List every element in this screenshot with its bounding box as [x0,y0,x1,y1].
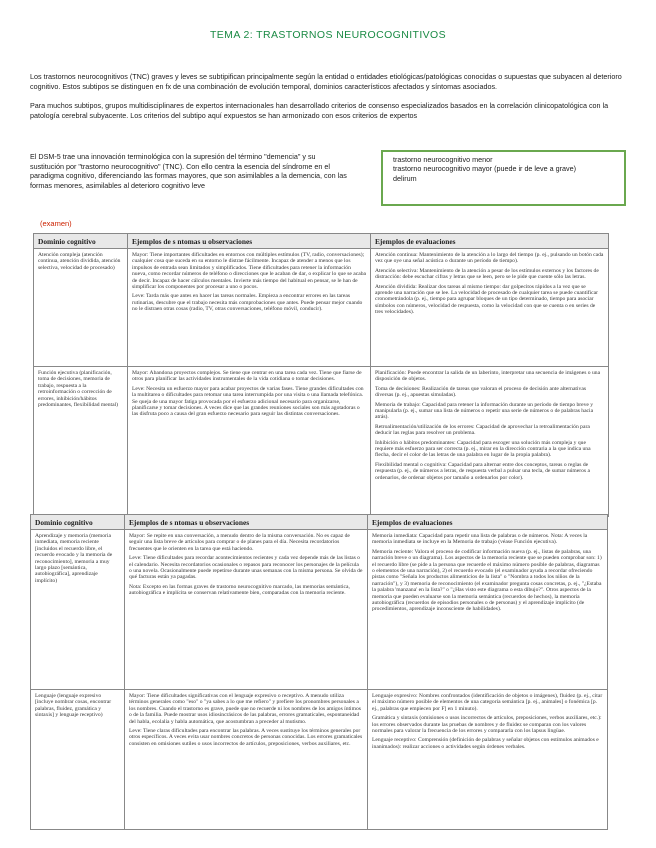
symptom-text: Leve: Necesita un esfuerzo mayor para acabar proyectos de varias fases. Tiene grandes dificultades con la multitarea o dificultades para retomar una tarea interrumpida por una visita o una llamada telefónica. Se queja de una mayor fatiga provocada por el esfuerzo adicional necesario para organizarse, planificarse y tomar decisiones. A veces dice que las grandes reuniones sociales son más agotadoras o las disfruta poco a causa del gran esfuerzo necesario para seguir las distintas conversaciones. [132,385,364,418]
evaluation-text: Lenguaje expresivo: Nombres confrontados (identificación de objetos o imágenes), fluidez (p. ej., citar el máximo número posible de elementos de una categoría semántica [p. ej., animales] o fonémica [p. ej., palabras que empiecen por F] en 1 minuto). [372,693,603,712]
intro-paragraph-2: Para muchos subtipos, grupos multidisciplinares de expertos internacionales han desarrollado criterios de consenso especializados basados en la correlación clinicopatológica con la patología cerebral subyacente. Los criterios del subtipo aquí expuestos se han armonizado con esos criterios de expertos [30,101,609,120]
exam-note: (examen) [40,219,72,228]
symptom-text: Leve: Tiene claras dificultades para encontrar las palabras. A veces sustituye los términos generales por otros específicos. A veces evita usar nombres concretos de personas conocidas. Los errores gramaticales consisten en omisiones sutiles o usos incorrectos de artículos, preposiciones, verbos auxiliares, etc. [129,728,363,747]
symptom-text: Leve: Tiene dificultades para recordar acontecimientos recientes y cada vez depende más de las listas o el calendario. Necesita recordatorios ocasionales o repasos para reconocer los personajes de la película o una novela. Ocasionalmente puede repetirse durante unas semanas con la misma persona. Se olvida de qué facturas están ya pagadas. [129,555,363,581]
table-header-row [31,515,608,530]
table-header-row [34,234,609,249]
table-row [34,249,609,367]
symptom-text: Leve: Tarda más que antes en hacer las tareas normales. Empieza a encontrar errores en las tareas rutinarias, descubre que el trabajo necesita más comprobaciones que antes. Puede pensar mejor cuando no le distraen otras cosas (radio, TV, otras conversaciones, teléfono móvil, conducir). [132,293,363,313]
header-domain: Dominio cognitivo [34,234,128,249]
symptoms-cell [128,367,371,517]
page-title: TEMA 2: TRASTORNOS NEUROCOGNITIVOS [209,29,447,41]
evaluation-text: Toma de decisiones: Realización de tareas que valoran el proceso de decisión ante alternativas diversas (p. ej., apuestas simuladas). [375,385,586,399]
table-row [34,367,609,517]
symptom-text: Mayor: Tiene dificultades significativas con el lenguaje expresivo o receptivo. A menudo utiliza términos generales como "eso" o "ya sabes a lo que me refiero" y prefiere los pronombres personales a los nombres. Cuando el trastorno es grave, puede que no recuerde ni los nombres de los amigos íntimos o de la familia. Puede mostrar usos idiosincrásicos de las palabras, errores gramaticales, espontaneidad del habla, ecolalia y habla automática, que acostumbran a preceder al mutismo. [129,693,361,725]
symptom-text: Mayor: Se repite en una conversación, a menudo dentro de la misma conversación. No es capaz de seguir una lista breve de artículos para comprar o de planes para el día. Necesita recordatorios frecuentes que le orienten en la tarea que está haciendo. [129,533,350,552]
domain-cell: Función ejecutiva (planificación, toma de decisiones, memoria de trabajo, respuesta a la retroinformación o corrección de errores, inhibición/hábitos predominantes, flexibilidad mental) [34,367,128,517]
evaluations-cell [368,530,608,690]
symptoms-cell [128,249,371,367]
evaluation-text: Planificación: Puede encontrar la salida de un laberinto, interpretar una secuencia de imágenes o una disposición de objetos. [375,370,601,383]
cognitive-domains-table-2 [30,514,608,830]
domain-cell: Atención compleja (atención continua, atención dividida, atención selectiva, velocidad de procesado) [34,249,128,367]
intro-paragraph-1: Los trastornos neurocognitivos (TNC) graves y leves se subtipifican principalmente según la entidad o entidades etiológicas/patológicas conocidas o supuestas que subyacen al deterioro cognitivo. Estos subtipos se distinguen en fx de una combinación de evolución temporal, dominios característicos afectados y síntomas asociados. [30,72,622,91]
symptoms-cell [125,530,368,690]
table-row [31,690,608,830]
evaluation-text: Atención dividida: Realizar dos tareas al mismo tiempo: dar golpecitos rápidos a la vez que se aprende una narración que se lee. La velocidad de procesado de cualquier tarea se puede cuantificar cronometrándola (p. ej., tiempo para agrupar bloques de un tipo determinado, tiempo para asociar símbolos con números, velocidad de respuesta, como la velocidad con que se cuenta o en series de tres velocidades). [375,283,599,316]
header-symptoms: Ejemplos de s ntomas u observaciones [128,234,371,249]
evaluation-text: Memoria inmediata: Capacidad para repetir una lista de palabras o de números. Nota: A veces la memoria inmediata se incluye en la Memoria de trabajo (véase Función ejecutiva). [372,533,588,546]
evaluation-text: Flexibilidad mental o cognitiva: Capacidad para alternar entre dos conceptos, tareas o reglas de respuesta (p. ej., de números a letras, de respuesta verbal a pulsar una tecla, de sumar números a ordenarlos, de ordenar objetos por tamaño a ordenarlos por color). [375,461,590,481]
evaluation-text: Gramática y sintaxis (omisiones o usos incorrectos de artículos, preposiciones, verbos auxiliares, etc.): los errores observados durante las pruebas de nombres y de fluidez se comparan con los valores normales para valorar la frecuencia de los errores y compararla con los lapsus lingüae. [372,715,602,735]
table-row [31,530,608,690]
domain-cell: Lenguaje (lenguaje expresivo [incluye nombrar cosas, encontrar palabras, fluidez, gramática y sintaxis] y lenguaje receptivo) [31,690,125,830]
header-domain: Dominio cognitivo [31,515,125,530]
domain-cell: Aprendizaje y memoria (memoria inmediata, memoria reciente [incluidos el recuerdo libre, el recuerdo evocado y la memoria de reconocimiento], memoria a muy largo plazo [semántica, autobiográfica], aprendizaje implícito) [31,530,125,690]
evaluations-cell [368,690,608,830]
box-line-2: trastorno neurocognitivo mayor (puede ir de leve a grave) [393,164,576,174]
evaluation-text: Memoria de trabajo: Capacidad para retener la información durante un período de tiempo breve y manipularla (p. ej., sumar una lista de números o repetir una serie de números o de palabras hacia atrás). [375,401,594,421]
evaluations-cell [371,249,609,367]
header-evaluations: Ejemplos de evaluaciones [371,234,609,249]
evaluation-text: Memoria reciente: Valora el proceso de codificar información nueva (p. ej., listas de palabras, una narración breve o un diagrama). Los aspectos de la memoria reciente que se pueden comprobar son: 1) el recuerdo libre (se pide a la persona que recuerde el máximo número posible de palabras, diagramas o elementos de una narración), 2) el recuerdo evocado (el examinador ayuda a recordar ofreciendo pistas como "Señala los productos alimenticios de la lista" o "Nombra a todos los niños de la narración"), y 3) memoria de reconocimiento (el examinador pregunta cosas concretas, p. ej., "¿Estaba la palabra 'manzana' en la lista?" o "¿Has visto este diagrama o esta dibujo?". Otros aspectos de la memoria que pueden evaluarse son la memoria semántica (recuerdos de hechos), la memoria autobiográfica (recuerdos de episodios personales o de personas) y el aprendizaje implícito (de procedimientos, aprendizaje inconsciente de habilidades). [372,548,602,613]
header-evaluations: Ejemplos de evaluaciones [368,515,608,530]
header-symptoms: Ejemplos de s ntomas u observaciones [125,515,368,530]
symptom-text: Mayor: Tiene importantes dificultades en entornos con múltiples estímulos (TV, radio, conversaciones); cualquier cosa que suceda en su entorno le distrae fácilmente. Incapaz de atender a menos que los impulsos de entrada sean limitados y simplificados. Tiene dificultades para retener la información nueva, como recordar números de teléfono o direcciones que le acaban de dar, o explicar lo que se acaba de decir. Incapaz de hacer cálculos mentales. Invierte más tiempo del habitual en pensar, se le han de simplificar los componentes por procesar a uno o pocos. [132,252,366,291]
box-line-1: trastorno neurocognitivo menor [393,155,493,164]
classification-box [381,150,626,206]
cognitive-domains-table-1 [33,233,609,517]
evaluation-text: Atención continua: Mantenimiento de la atención a lo largo del tiempo (p. ej., pulsando un botón cada vez que oye una señal acústica o durante un período de tiempo). [375,252,604,265]
symptom-text: Mayor: Abandona proyectos complejos. Se tiene que centrar en una tarea cada vez. Tiene que fiarse de otros para planificar las actividades instrumentales de la vida cotidiana o tomar decisiones. [132,370,362,383]
dsm-paragraph: El DSM-5 trae una innovación terminológica con la supresión del término "demencia" y su sustitución por "trastorno neurocognitivo" (TNC). Con ello centra la esencia del síndrome en el paradigma cognitivo, diferenciando las formas mayores, que son asimilables a la demencia, con las formas menores, asimilables al deterioro cognitivo leve [30,152,347,190]
evaluation-text: Inhibición o hábitos predominantes: Capacidad para escoger una solución más compleja y que requiere más esfuerzo para ser correcta (p. ej., mirar en la dirección contraria a la que indica una flecha, decir el color de las letras de una palabra en lugar de la propia palabra). [375,439,591,459]
evaluation-text: Retroalimentación/utilización de los errores: Capacidad de aprovechar la retroalimentación para deducir las reglas para resolver un problema. [375,423,590,437]
symptom-text: Nota: Excepto en las formas graves de trastorno neurocognitivo marcado, las memorias semántica, autobiográfica e implícita se conservan relativamente bien, comparadas con la memoria reciente. [129,583,350,597]
evaluation-text: Atención selectiva: Mantenimiento de la atención a pesar de los estímulos externos y los factores de distracción: debe escuchar cifras y letras que se leen, pero se le pide que cuente sólo las letras. [375,267,599,281]
box-line-3: delirum [393,173,417,183]
symptoms-cell [125,690,368,830]
evaluations-cell [371,367,609,517]
evaluation-text: Lenguaje receptivo: Comprensión (definición de palabras y señalar objetos con estímulos animados e inanimados): realizar acciones o actividades según órdenes verbales. [372,737,599,750]
